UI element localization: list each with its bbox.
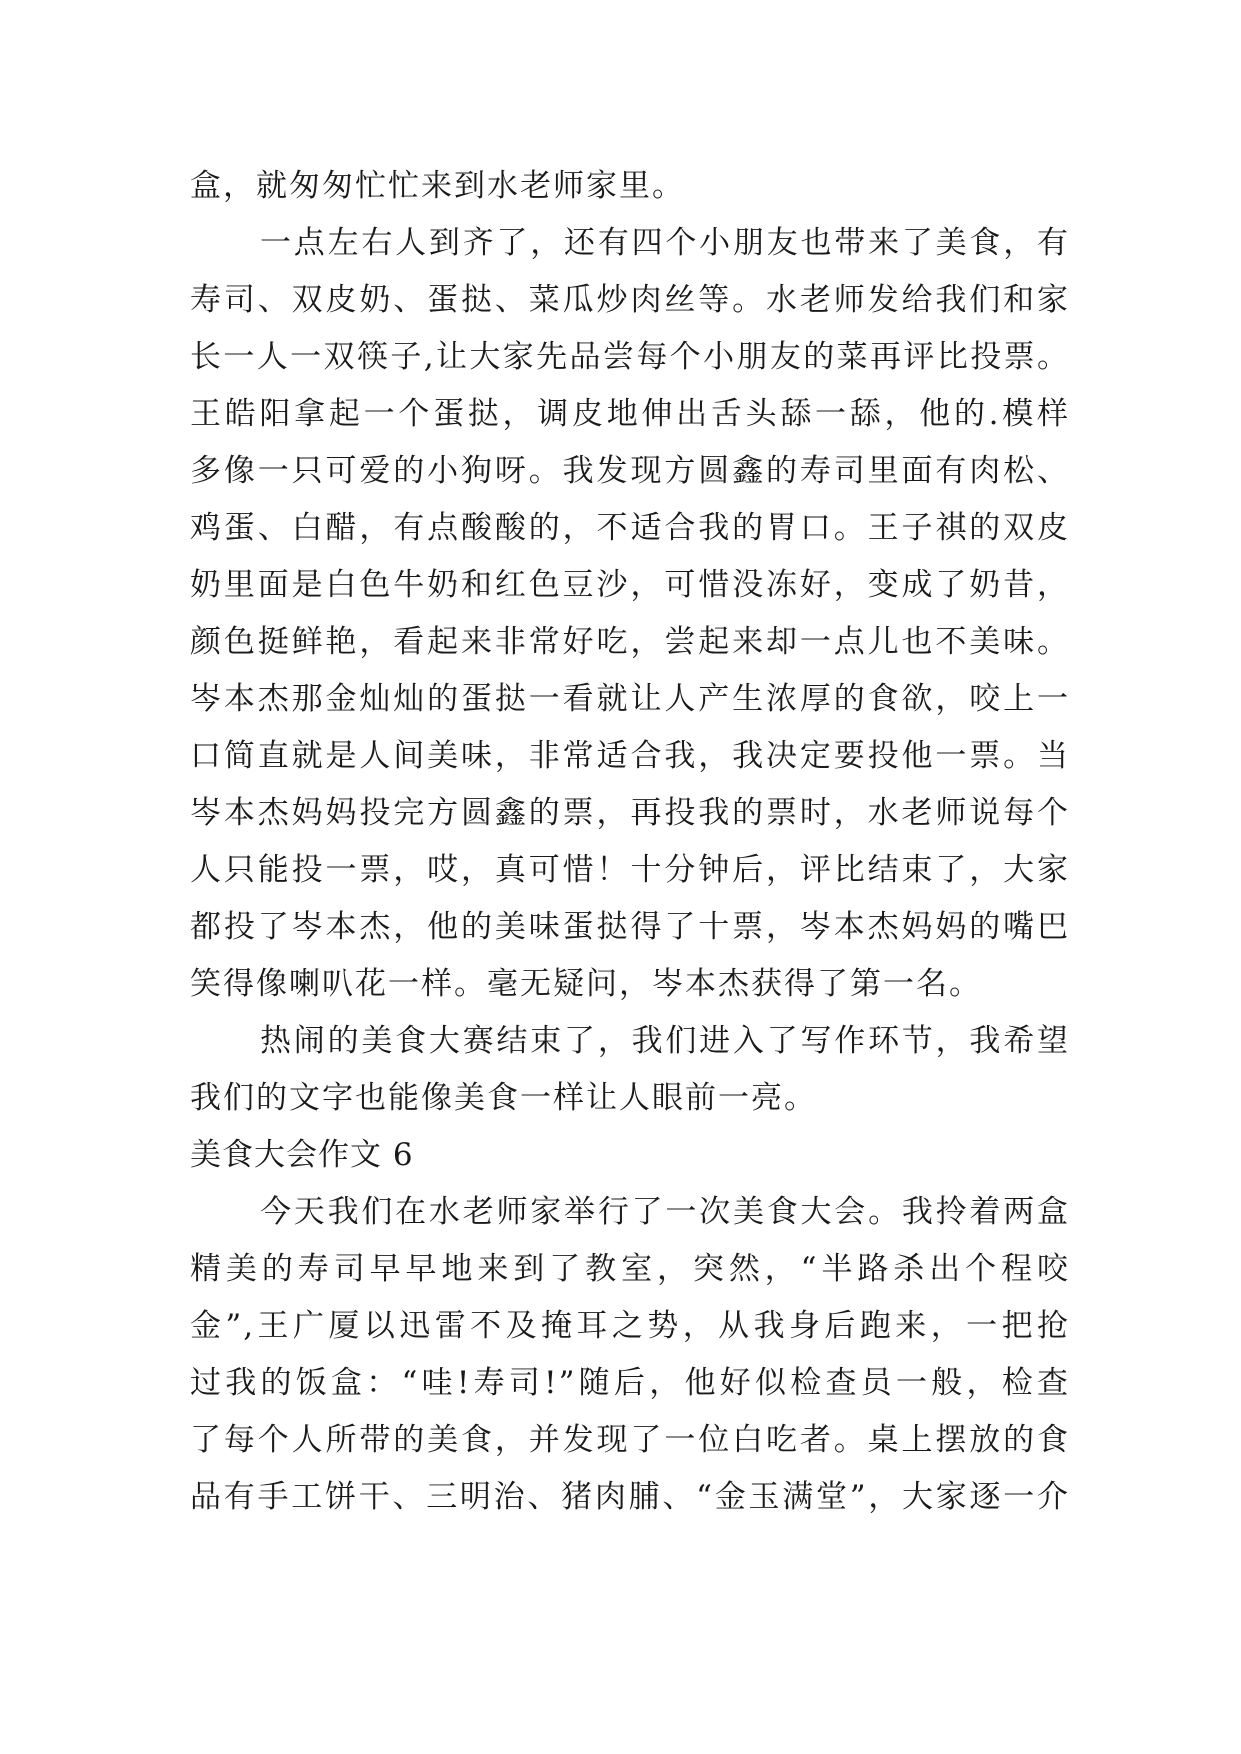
text-line: 一点左右人到齐了，还有四个小朋友也带来了美食，有 bbox=[260, 225, 1070, 261]
text-line: 盒，就匆匆忙忙来到水老师家里。 bbox=[190, 168, 685, 204]
text-line: 金”,王广厦以迅雷不及掩耳之势，从我身后跑来，一把抢 bbox=[190, 1308, 1070, 1344]
text-line: 颜色挺鲜艳，看起来非常好吃，尝起来却一点儿也不美味。 bbox=[190, 624, 1070, 660]
text-line: 多像一只可爱的小狗呀。我发现方圆鑫的寿司里面有肉松、 bbox=[190, 453, 1070, 489]
text-line: 岑本杰那金灿灿的蛋挞一看就让人产生浓厚的食欲，咬上一 bbox=[190, 681, 1070, 717]
text-line: 了每个人所带的美食，并发现了一位白吃者。桌上摆放的食 bbox=[190, 1422, 1070, 1458]
text-line: 我们的文字也能像美食一样让人眼前一亮。 bbox=[190, 1080, 817, 1116]
text-line: 今天我们在水老师家举行了一次美食大会。我拎着两盒 bbox=[260, 1194, 1070, 1230]
text-line: 长一人一双筷子,让大家先品尝每个小朋友的菜再评比投票。 bbox=[190, 339, 1070, 375]
section-heading: 美食大会作文 6 bbox=[190, 1137, 414, 1173]
text-line: 笑得像喇叭花一样。毫无疑问，岑本杰获得了第一名。 bbox=[190, 966, 982, 1002]
text-line: 品有手工饼干、三明治、猪肉脯、“金玉满堂”，大家逐一介 bbox=[190, 1479, 1070, 1515]
essay-body bbox=[190, 158, 1070, 1526]
text-line: 寿司、双皮奶、蛋挞、菜瓜炒肉丝等。水老师发给我们和家 bbox=[190, 282, 1070, 318]
text-line: 人只能投一票，哎，真可惜！十分钟后，评比结束了，大家 bbox=[190, 852, 1070, 888]
text-line: 热闹的美食大赛结束了，我们进入了写作环节，我希望 bbox=[260, 1023, 1070, 1059]
text-line: 鸡蛋、白醋，有点酸酸的，不适合我的胃口。王子祺的双皮 bbox=[190, 510, 1070, 546]
text-line: 精美的寿司早早地来到了教室，突然，“半路杀出个程咬 bbox=[190, 1251, 1070, 1287]
text-line: 奶里面是白色牛奶和红色豆沙，可惜没冻好，变成了奶昔， bbox=[190, 567, 1070, 603]
text-line: 口简直就是人间美味，非常适合我，我决定要投他一票。当 bbox=[190, 738, 1070, 774]
text-line: 王皓阳拿起一个蛋挞，调皮地伸出舌头舔一舔，他的.模样 bbox=[190, 396, 1070, 432]
text-line: 都投了岑本杰，他的美味蛋挞得了十票，岑本杰妈妈的嘴巴 bbox=[190, 909, 1070, 945]
text-line: 过我的饭盒：“哇!寿司!”随后，他好似检查员一般，检查 bbox=[190, 1365, 1070, 1401]
text-line: 岑本杰妈妈投完方圆鑫的票，再投我的票时，水老师说每个 bbox=[190, 795, 1070, 831]
